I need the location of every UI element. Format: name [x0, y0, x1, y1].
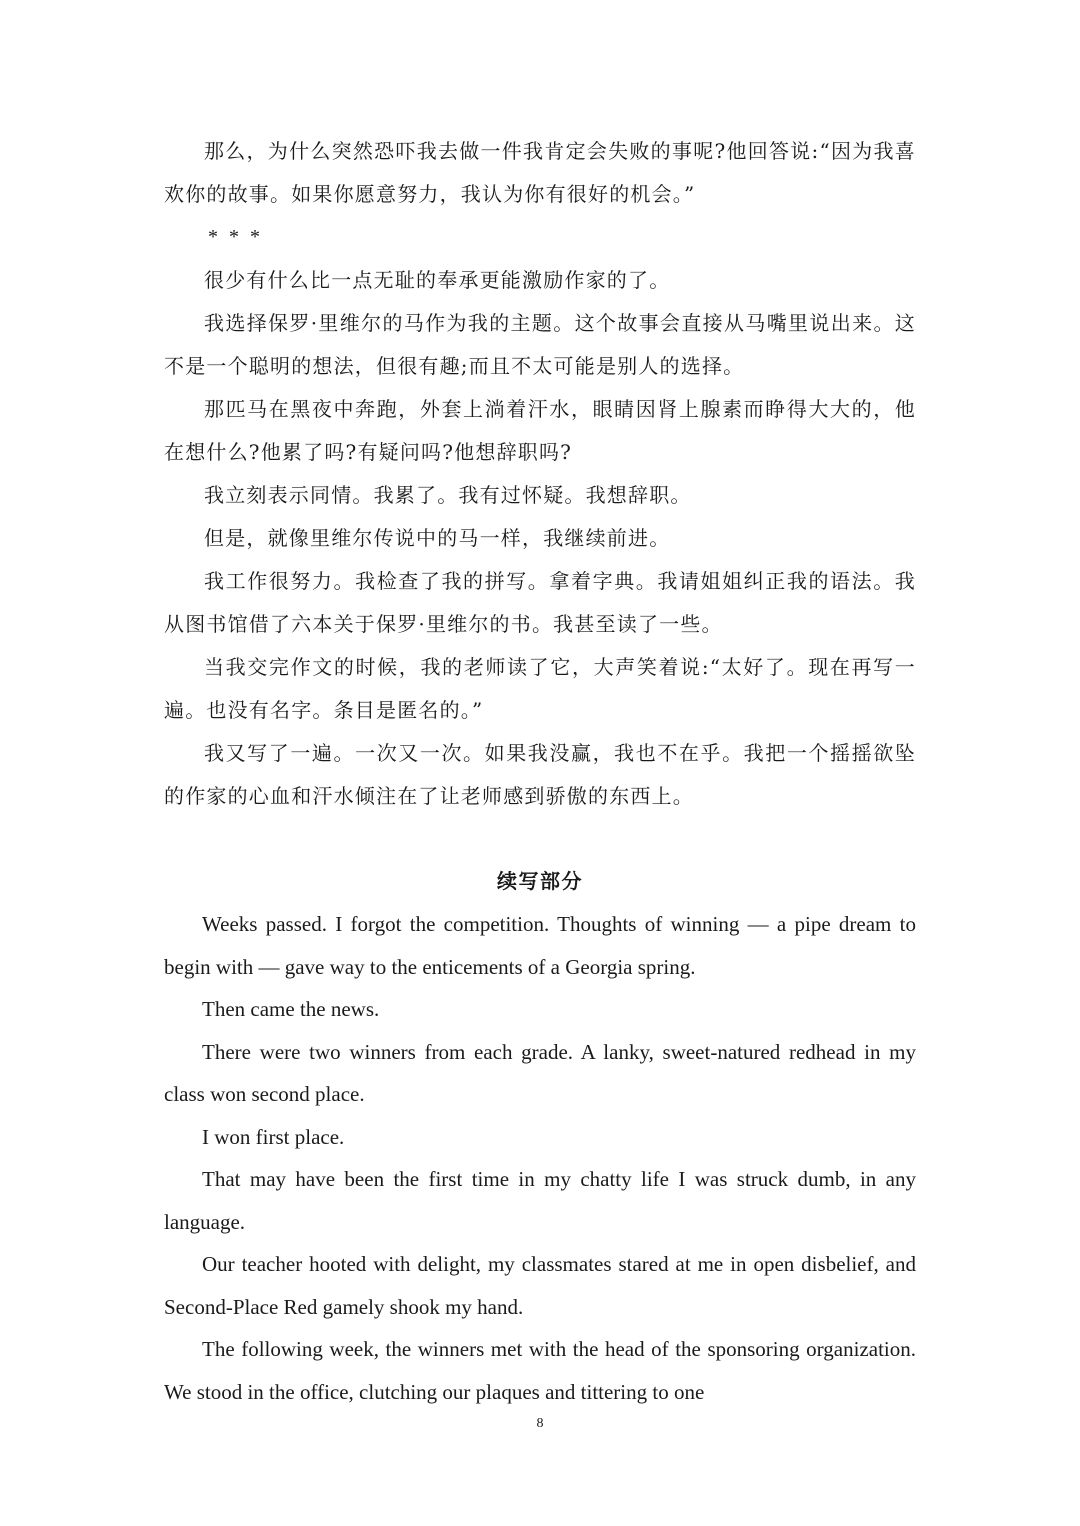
- paragraph-cn: 但是，就像里维尔传说中的马一样，我继续前进。: [204, 526, 671, 550]
- paragraph-en: Weeks passed. I forgot the competition. Thoughts of winning — a pipe dream to begin with — gave way to the enticements of a Georgia spring.: [164, 912, 916, 979]
- paragraph-en: The following week, the winners met with the head of the sponsoring organization. We stood in the office, clutching our plaques and tittering to one: [164, 1337, 916, 1404]
- paragraph-cn: 我立刻表示同情。我累了。我有过怀疑。我想辞职。: [204, 483, 692, 507]
- paragraph-en: I won first place.: [202, 1124, 345, 1149]
- paragraph-en: Then came the news.: [202, 997, 380, 1021]
- paragraph-cn: 我选择保罗·里维尔的马作为我的主题。这个故事会直接从马嘴里说出来。这不是一个聪明的想法，但很有趣;而且不太可能是别人的选择。: [164, 311, 916, 378]
- paragraph-en: Our teacher hooted with delight, my classmates stared at me in open disbelief, and Second-Place Red gamely shook my hand.: [164, 1252, 916, 1319]
- paragraph-cn: 当我交完作文的时候，我的老师读了它，大声笑着说:“太好了。现在再写一遍。也没有名字。条目是匿名的。”: [164, 655, 916, 722]
- paragraph-cn: 很少有什么比一点无耻的奉承更能激励作家的了。: [204, 268, 671, 292]
- paragraph-en: There were two winners from each grade. A lanky, sweet-natured redhead in my class won second place.: [164, 1039, 916, 1106]
- paragraph-cn: 我又写了一遍。一次又一次。如果我没赢，我也不在乎。我把一个摇摇欲坠的作家的心血和汗水倾注在了让老师感到骄傲的东西上。: [164, 741, 916, 808]
- section-separator: * * *: [208, 226, 263, 248]
- section-title: 续写部分: [497, 869, 583, 893]
- paragraph-cn: 我工作很努力。我检查了我的拼写。拿着字典。我请姐姐纠正我的语法。我从图书馆借了六本关于保罗·里维尔的书。我甚至读了一些。: [164, 569, 916, 636]
- paragraph-cn: 那么，为什么突然恐吓我去做一件我肯定会失败的事呢?他回答说:“因为我喜欢你的故事。如果你愿意努力，我认为你有很好的机会。”: [164, 139, 916, 206]
- paragraph-cn: 那匹马在黑夜中奔跑，外套上淌着汗水，眼睛因肾上腺素而睁得大大的，他在想什么?他累了吗?有疑问吗?他想辞职吗?: [164, 397, 916, 464]
- page-number: 8: [536, 1416, 544, 1431]
- page-content: [164, 130, 916, 1413]
- paragraph-en: That may have been the first time in my chatty life I was struck dumb, in any language.: [164, 1167, 916, 1234]
